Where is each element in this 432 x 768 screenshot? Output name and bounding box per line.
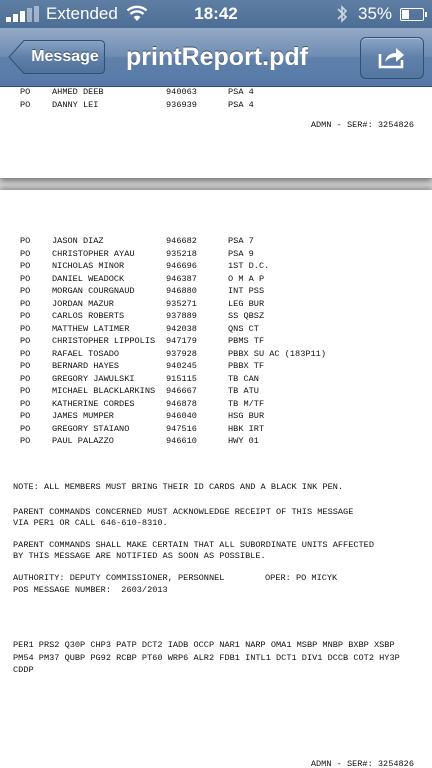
notify-text-line2: BY THIS MESSAGE ARE NOTIFIED AS SOON AS POSSIBLE. xyxy=(13,551,266,561)
command-cell: PSA 9 xyxy=(228,248,254,259)
name-cell: NICHOLAS MINOR xyxy=(52,261,125,271)
name-cell: DANIEL WEADOCK xyxy=(52,273,125,284)
navigation-bar xyxy=(0,28,432,87)
distribution-line1: PER1 PRS2 Q30P CHP3 PATP DCT2 IADB OCCP NAR1 NARP OMA1 MSBP MNBP BXBP XSBP xyxy=(13,640,395,650)
command-cell: LEG BUR xyxy=(228,298,265,309)
tax-cell: 942038 xyxy=(166,323,197,334)
table-row xyxy=(0,349,432,361)
distribution-line3: CDDP xyxy=(13,665,34,675)
command-cell: PBMS TF xyxy=(228,336,265,346)
tax-cell: 946878 xyxy=(166,398,197,409)
command-cell: PBBX SU AC (183P11) xyxy=(228,348,326,359)
rank-cell: PO xyxy=(20,298,31,309)
table-row xyxy=(0,87,432,99)
tax-cell: 937928 xyxy=(166,348,197,359)
rank-cell: PO xyxy=(20,386,31,396)
table-row xyxy=(0,386,432,398)
command-cell: INT PSS xyxy=(228,286,265,296)
notify-text-line1: PARENT COMMANDS SHALL MAKE CERTAIN THAT ALL SUBORDINATE UNITS AFFECTED xyxy=(13,540,374,550)
table-row xyxy=(0,424,432,436)
rank-cell: PO xyxy=(20,398,31,409)
name-cell: BERNARD HAYES xyxy=(52,361,120,371)
clock: 18:42 xyxy=(194,4,238,23)
tax-cell: 947179 xyxy=(166,336,197,346)
name-cell: MICHAEL BLACKLARKINS xyxy=(52,386,156,396)
pdf-page-2 xyxy=(0,190,432,768)
rank-cell: PO xyxy=(20,100,31,110)
tax-cell: 940245 xyxy=(166,361,197,371)
back-button[interactable] xyxy=(8,39,106,75)
note-text: NOTE: ALL MEMBERS MUST BRING THEIR ID CARDS AND A BLACK INK PEN. xyxy=(13,482,344,492)
tax-cell: 946880 xyxy=(166,286,197,296)
name-cell: RAFAEL TOSADO xyxy=(52,348,120,359)
tax-cell: 915115 xyxy=(166,373,197,384)
name-cell: JASON DIAZ xyxy=(52,236,104,246)
tax-cell: 946610 xyxy=(166,436,197,446)
rank-cell: PO xyxy=(20,261,31,271)
table-row xyxy=(0,361,432,373)
tax-cell: 946667 xyxy=(166,386,197,396)
command-cell: PBBX TF xyxy=(228,361,265,371)
tax-cell: 935218 xyxy=(166,248,197,259)
table-row xyxy=(0,274,432,286)
command-cell: HSG BUR xyxy=(228,411,265,421)
command-cell: TB M/TF xyxy=(228,398,265,409)
pdf-page-1 xyxy=(0,87,432,178)
rank-cell: PO xyxy=(20,373,31,384)
name-cell: MATTHEW LATIMER xyxy=(52,323,130,334)
name-cell: DANNY LEI xyxy=(52,100,99,110)
table-row xyxy=(0,399,432,411)
operator-text: OPER: PO MICYK xyxy=(265,573,338,583)
battery-percent: 35% xyxy=(358,4,393,23)
serial-footer: ADMN - SER#: 3254826 xyxy=(310,120,414,130)
status-bar xyxy=(0,0,432,28)
distribution-line2: PM54 PM37 QUBP PG92 RCBP PT60 WRP6 ALR2 FDB1 INTL1 DCT1 DIV1 DCCB COT2 HY3P xyxy=(13,653,400,663)
acknowledge-text-line2: VIA PER1 OR CALL 646-610-8310. xyxy=(13,518,168,528)
command-cell: HBK IRT xyxy=(228,423,265,434)
command-cell: 1ST D.C. xyxy=(228,261,270,271)
table-row xyxy=(0,299,432,311)
name-cell: PAUL PALAZZO xyxy=(52,436,114,446)
rank-cell: PO xyxy=(20,273,31,284)
table-row xyxy=(0,261,432,273)
command-cell: PSA 4 xyxy=(228,100,254,110)
table-row xyxy=(0,311,432,323)
rank-cell: PO xyxy=(20,336,31,346)
tax-cell: 946040 xyxy=(166,411,197,421)
rank-cell: PO xyxy=(20,423,31,434)
rank-cell: PO xyxy=(20,361,31,371)
table-row xyxy=(0,411,432,423)
table-row xyxy=(0,374,432,386)
table-row xyxy=(0,100,432,112)
carrier-name: Extended xyxy=(46,4,118,23)
table-row xyxy=(0,436,432,448)
rank-cell: PO xyxy=(20,311,31,321)
command-cell: TB CAN xyxy=(228,373,259,384)
name-cell: CARLOS ROBERTS xyxy=(52,311,125,321)
table-row xyxy=(0,324,432,336)
rank-cell: PO xyxy=(20,348,31,359)
table-row xyxy=(0,236,432,248)
tax-cell: 935271 xyxy=(166,298,197,309)
tax-cell: 936939 xyxy=(166,100,197,110)
table-row xyxy=(0,249,432,261)
tax-cell: 946682 xyxy=(166,236,197,246)
command-cell: O M A P xyxy=(228,273,265,284)
command-cell: PSA 7 xyxy=(228,236,254,246)
bluetooth-icon xyxy=(336,4,348,24)
pos-message-number: POS MESSAGE NUMBER: 2603/2013 xyxy=(13,585,168,595)
rank-cell: PO xyxy=(20,411,31,421)
name-cell: GREGORY STAIANO xyxy=(52,423,130,434)
tax-cell: 937889 xyxy=(166,311,197,321)
table-row xyxy=(0,336,432,348)
rank-cell: PO xyxy=(20,286,31,296)
page-title: printReport.pdf xyxy=(126,43,308,71)
acknowledge-text-line1: PARENT COMMANDS CONCERNED MUST ACKNOWLEDGE RECEIPT OF THIS MESSAGE xyxy=(13,507,354,517)
back-button-label: Message xyxy=(31,48,99,65)
rank-cell: PO xyxy=(20,87,31,97)
tax-cell: 940063 xyxy=(166,87,197,97)
name-cell: JAMES MUMPER xyxy=(52,411,114,421)
command-cell: TB ATU xyxy=(228,386,259,396)
rank-cell: PO xyxy=(20,436,31,446)
tax-cell: 946696 xyxy=(166,261,197,271)
table-row xyxy=(0,286,432,298)
name-cell: CHRISTOPHER LIPPOLIS xyxy=(52,336,156,346)
battery-level-fill xyxy=(402,10,409,19)
serial-footer: ADMN - SER#: 3254826 xyxy=(310,759,414,768)
name-cell: KATHERINE CORDES xyxy=(52,398,135,409)
battery-icon xyxy=(400,8,424,21)
command-cell: HWY 01 xyxy=(228,436,259,446)
rank-cell: PO xyxy=(20,323,31,334)
name-cell: CHRISTOPHER AYAU xyxy=(52,248,135,259)
command-cell: SS QBSZ xyxy=(228,311,265,321)
name-cell: MORGAN COURGNAUD xyxy=(52,286,135,296)
share-icon xyxy=(378,45,406,69)
tax-cell: 946387 xyxy=(166,273,197,284)
name-cell: GREGORY JAWULSKI xyxy=(52,373,135,384)
command-cell: PSA 4 xyxy=(228,87,254,97)
tax-cell: 947516 xyxy=(166,423,197,434)
command-cell: QNS CT xyxy=(228,323,259,334)
name-cell: AHMED DEEB xyxy=(52,87,104,97)
rank-cell: PO xyxy=(20,248,31,259)
rank-cell: PO xyxy=(20,236,31,246)
share-button[interactable] xyxy=(360,37,424,79)
name-cell: JORDAN MAZUR xyxy=(52,298,114,309)
pdf-viewer[interactable] xyxy=(0,87,432,768)
authority-text: AUTHORITY: DEPUTY COMMISSIONER, PERSONNEL xyxy=(13,573,225,583)
